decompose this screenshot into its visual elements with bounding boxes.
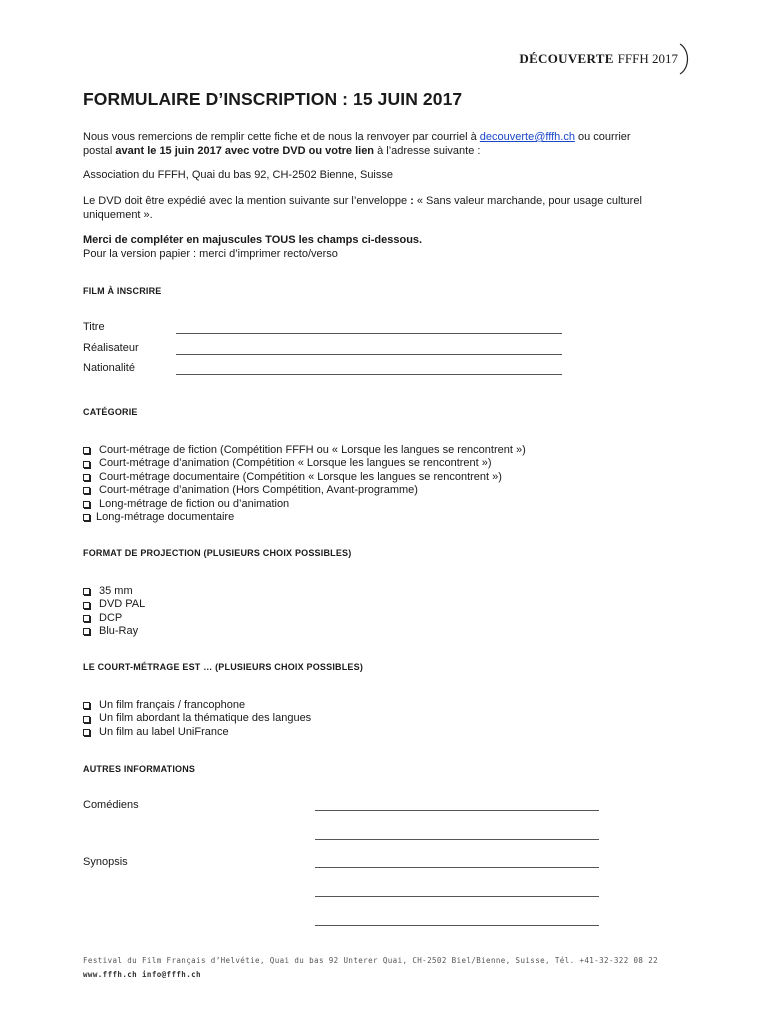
comediens-label: Comédiens xyxy=(83,799,139,811)
dvd-note xyxy=(83,194,683,222)
category-option[interactable] xyxy=(83,498,526,511)
checkbox-icon[interactable] xyxy=(83,615,90,622)
checkbox-icon[interactable] xyxy=(83,474,90,481)
logo-rest-text: FFFH 2017 xyxy=(617,51,678,66)
intro-line2-a: postal xyxy=(83,145,116,157)
dvd-note-colon: : xyxy=(410,195,414,207)
checkbox-icon[interactable] xyxy=(83,716,90,723)
format-option-label: Blu-Ray xyxy=(99,625,139,638)
checkbox-icon[interactable] xyxy=(83,461,90,468)
titre-input-line[interactable] xyxy=(176,333,562,334)
format-option-label: DVD PAL xyxy=(99,598,146,611)
category-option-label: Court-métrage documentaire (Compétition « Lorsque les langues se rencontrent ») xyxy=(99,470,502,483)
instructions xyxy=(83,233,683,261)
footer-links[interactable]: www.fffh.ch info@fffh.ch xyxy=(83,970,201,979)
category-option-label: Long-métrage de fiction ou d’animation xyxy=(99,497,290,510)
short-option[interactable] xyxy=(83,726,311,739)
logo-arc-icon xyxy=(678,42,692,76)
logo-bold-text: DÉCOUVERTE xyxy=(519,51,614,66)
category-option[interactable] xyxy=(83,484,526,497)
dvd-note-a: Le DVD doit être expédié avec la mention suivante sur l’enveloppe xyxy=(83,195,411,207)
category-list xyxy=(83,444,526,524)
short-option[interactable] xyxy=(83,699,311,712)
checkbox-icon[interactable] xyxy=(83,729,90,736)
checkbox-icon[interactable] xyxy=(83,588,90,595)
comediens-input-line-2[interactable] xyxy=(315,839,599,840)
nationalite-input-line[interactable] xyxy=(176,374,562,375)
category-option-label: Court-métrage d’animation (Hors Compétition, Avant-programme) xyxy=(99,484,418,497)
short-option[interactable] xyxy=(83,712,311,725)
checkbox-icon[interactable] xyxy=(83,447,90,454)
checkbox-icon[interactable] xyxy=(83,602,90,609)
format-option[interactable] xyxy=(83,612,145,625)
checkbox-icon[interactable] xyxy=(83,487,90,494)
comediens-input-line[interactable] xyxy=(315,810,599,811)
format-option[interactable] xyxy=(83,585,145,598)
intro-text: Nous vous remercions de remplir cette fiche et de nous la renvoyer par courriel à xyxy=(83,131,480,143)
footer xyxy=(83,954,658,982)
checkbox-icon[interactable] xyxy=(83,501,90,508)
fffh-logo xyxy=(519,44,678,74)
short-option-label: Un film français / francophone xyxy=(99,699,246,711)
synopsis-input-line-3[interactable] xyxy=(315,925,599,926)
checkbox-icon[interactable] xyxy=(83,702,90,709)
category-option[interactable] xyxy=(83,444,526,457)
synopsis-input-line[interactable] xyxy=(315,867,599,868)
instructions-normal: Pour la version papier : merci d’imprimer recto/verso xyxy=(83,248,338,260)
field-label-titre: Titre xyxy=(83,321,105,333)
format-option-label: DCP xyxy=(99,611,123,624)
checkbox-icon[interactable] xyxy=(83,628,90,635)
category-option[interactable] xyxy=(83,511,526,524)
format-option-label: 35 mm xyxy=(99,585,133,597)
film-section-heading: FILM À INSCRIRE xyxy=(83,286,162,296)
short-option-label: Un film au label UniFrance xyxy=(99,725,229,738)
page-title: FORMULAIRE D’INSCRIPTION : 15 JUIN 2017 xyxy=(83,89,463,109)
field-label-realisateur: Réalisateur xyxy=(83,342,139,354)
format-option[interactable] xyxy=(83,598,145,611)
format-option[interactable] xyxy=(83,625,145,638)
category-option-label: Long-métrage documentaire xyxy=(96,511,235,524)
intro-line2-b: à l’adresse suivante : xyxy=(374,145,481,157)
realisateur-input-line[interactable] xyxy=(176,354,562,355)
address-text: Association du FFFH, Quai du bas 92, CH-2502 Bienne, Suisse xyxy=(83,169,393,181)
synopsis-label: Synopsis xyxy=(83,856,128,868)
category-option[interactable] xyxy=(83,457,526,470)
category-option-label: Court-métrage de fiction (Compétition FFFH ou « Lorsque les langues se rencontrent ») xyxy=(99,444,526,456)
category-option[interactable] xyxy=(83,471,526,484)
short-section-heading: LE COURT-MÉTRAGE EST … (PLUSIEURS CHOIX POSSIBLES) xyxy=(83,662,364,672)
synopsis-input-line-2[interactable] xyxy=(315,896,599,897)
short-list xyxy=(83,699,311,739)
intro-paragraph xyxy=(83,130,683,158)
format-list xyxy=(83,585,145,639)
instructions-bold: Merci de compléter en majuscules TOUS les champs ci-dessous. xyxy=(83,234,423,246)
dvd-note-b: « Sans valeur marchande, pour usage culturel xyxy=(413,195,642,207)
short-option-label: Un film abordant la thématique des langues xyxy=(99,712,312,725)
category-option-label: Court-métrage d’animation (Compétition « Lorsque les langues se rencontrent ») xyxy=(99,457,492,470)
email-link[interactable]: decouverte@fffh.ch xyxy=(479,131,575,143)
checkbox-icon[interactable] xyxy=(83,514,90,521)
footer-address: Festival du Film Français d’Helvétie, Quai du bas 92 Unterer Quai, CH-2502 Biel/Bienne, Suisse, Tél. +41-32-322 08 22 xyxy=(83,956,659,965)
deadline-text: avant le 15 juin 2017 avec votre DVD ou votre lien xyxy=(115,145,375,157)
field-label-nationalite: Nationalité xyxy=(83,362,135,374)
category-section-heading: CATÉGORIE xyxy=(83,407,138,417)
format-section-heading: FORMAT DE PROJECTION (PLUSIEURS CHOIX POSSIBLES) xyxy=(83,548,352,558)
other-section-heading: AUTRES INFORMATIONS xyxy=(83,764,196,774)
dvd-note-line2: uniquement ». xyxy=(83,209,153,221)
intro-text-2: ou courrier xyxy=(574,131,631,143)
